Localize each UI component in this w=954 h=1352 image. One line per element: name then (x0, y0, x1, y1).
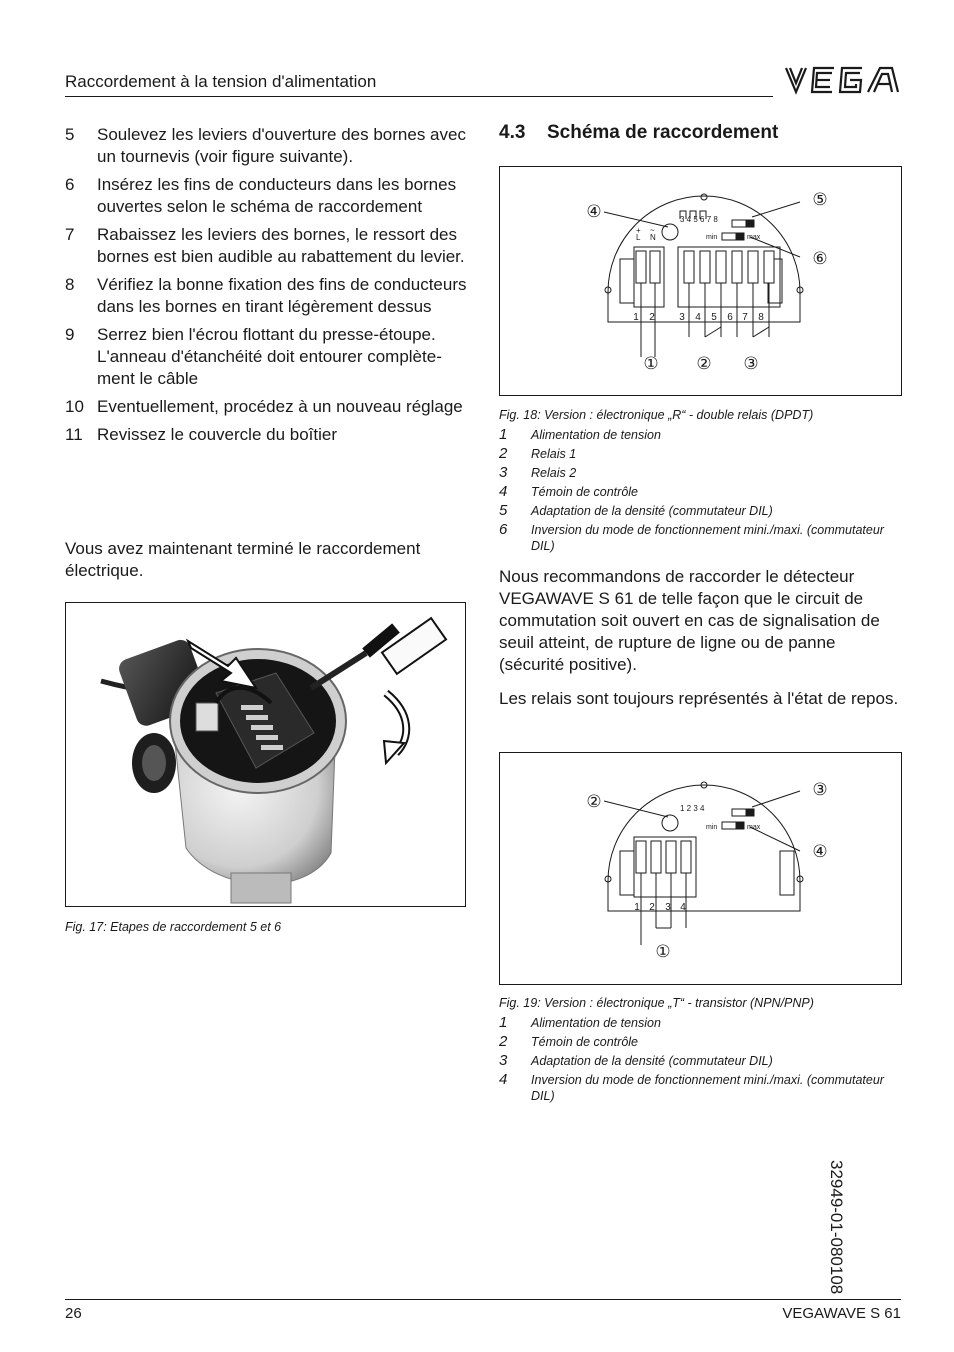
fig18-label-plus: + (636, 226, 641, 235)
legend-item (499, 1015, 902, 1031)
step-number: 8 (65, 275, 75, 294)
fig18-terminal: 3 (679, 312, 685, 323)
section-number: 4.3 (499, 122, 526, 143)
step-item (65, 174, 470, 218)
fig18-label-N: N (650, 233, 656, 242)
fig19-terminal: 4 (680, 902, 686, 913)
vega-logo (782, 62, 902, 98)
fig18-callout-2: ② (696, 354, 712, 373)
legend-text: Alimentation de tension (531, 428, 661, 442)
relay-state-paragraph: Les relais sont toujours représentés à l'état de repos. (499, 689, 899, 708)
legend-number: 4 (499, 483, 508, 500)
legend-text: Témoin de contrôle (531, 1035, 639, 1049)
legend-item (499, 446, 902, 462)
fig19-terminal: 3 (665, 902, 671, 913)
fig18-caption: Fig. 18: Version : électronique „R“ - double relais (DPDT) (499, 408, 814, 422)
step-item (65, 274, 470, 318)
fig18-label-max: max (747, 234, 761, 241)
fig18-callout-3: ③ (743, 354, 759, 373)
legend-number: 6 (499, 521, 508, 538)
legend-text: Inversion du mode de fonctionnement mini./maxi. (commutateur DIL) (531, 523, 884, 553)
footer-rule (65, 1299, 901, 1300)
fig18-terminal: 8 (758, 312, 764, 323)
fig18-terminal: 1 (633, 312, 639, 323)
legend-item (499, 503, 902, 519)
step-number: 5 (65, 125, 75, 144)
fig18-callout-5: ⑤ (812, 190, 828, 209)
fig18-terminal: 7 (742, 312, 748, 323)
step-number: 9 (65, 325, 75, 344)
fig18-terminal: 5 (711, 312, 717, 323)
fig19-callout-4: ④ (812, 842, 828, 861)
fig18-top-digits: 3 4 5 6 7 8 (680, 215, 718, 224)
fig19-caption: Fig. 19: Version : électronique „T“ - transistor (NPN/PNP) (499, 996, 814, 1010)
legend-item (499, 465, 902, 481)
header-rule (65, 96, 773, 97)
page-header-title: Raccordement à la tension d'alimentation (65, 72, 377, 91)
step-text: Rabaissez les leviers des bornes, le ressort des bornes est bien audible au rabattement du levier. (97, 225, 465, 266)
step-item (65, 396, 470, 418)
legend-text: Relais 2 (531, 466, 577, 480)
step-item (65, 224, 470, 268)
fig19-callout-3: ③ (812, 780, 828, 799)
fig19-label-min: min (706, 824, 718, 831)
fig17-caption: Fig. 17: Etapes de raccordement 5 et 6 (65, 920, 282, 934)
legend-text: Témoin de contrôle (531, 485, 639, 499)
legend-item (499, 1034, 902, 1050)
legend-number: 3 (499, 464, 508, 481)
section-title: Schéma de raccordement (547, 122, 779, 143)
step-text: Revissez le couvercle du boîtier (97, 425, 338, 444)
legend-item (499, 427, 902, 443)
fig19-label-max: max (747, 824, 761, 831)
fig18-svg (500, 167, 901, 395)
legend-number: 2 (499, 1033, 508, 1050)
fig18-diagram (499, 166, 902, 396)
fig18-label-min: min (706, 234, 718, 241)
fig18-terminal: 6 (727, 312, 733, 323)
fig19-callout-2: ② (586, 792, 602, 811)
legend-number: 4 (499, 1071, 508, 1088)
legend-number: 2 (499, 445, 508, 462)
step-text: Soulevez les leviers d'ouverture des bornes avec un tournevis (voir figure suivante). (97, 125, 466, 166)
step-text: Serrez bien l'écrou flottant du presse-étoupe. L'anneau d'étanchéité doit entourer complètement le câble (97, 325, 442, 388)
recommendation-paragraph: Nous recommandons de raccorder le détecteur VEGAWAVE S 61 de telle façon que le circuit de commutation soit ouvert en cas de signalisation de seuil atteint, de rupture de ligne ou de panne (sécurité positive). (499, 567, 880, 674)
fig19-callout-1: ① (655, 942, 671, 961)
product-name: VEGAWAVE S 61 (782, 1305, 901, 1322)
fig18-callout-4: ④ (586, 202, 602, 221)
housing-illustration (66, 603, 465, 906)
steps-list (65, 124, 470, 452)
fig19-terminal: 2 (649, 902, 655, 913)
step-text: Insérez les fins de conducteurs dans les bornes ouvertes selon le schéma de raccordement (97, 175, 457, 216)
legend-item (499, 1072, 902, 1104)
legend-item (499, 1053, 902, 1069)
fig19-top-digits: 1 2 3 4 (680, 804, 705, 813)
step-text: Eventuellement, procédez à un nouveau réglage (97, 397, 463, 416)
legend-text: Inversion du mode de fonctionnement mini./maxi. (commutateur DIL) (531, 1073, 884, 1103)
legend-text: Relais 1 (531, 447, 577, 461)
legend-number: 3 (499, 1052, 508, 1069)
connection-photo (65, 602, 466, 907)
fig18-terminal: 4 (695, 312, 701, 323)
closing-text: Vous avez maintenant terminé le raccordement électrique. (65, 539, 421, 580)
fig19-legend (499, 1015, 902, 1107)
page-number: 26 (65, 1305, 82, 1322)
fig18-label-minus: ~ (650, 226, 655, 235)
fig19-diagram (499, 752, 902, 985)
step-number: 10 (65, 397, 84, 416)
legend-text: Alimentation de tension (531, 1016, 661, 1030)
section-heading (499, 122, 778, 144)
legend-number: 1 (499, 1014, 508, 1031)
fig18-callout-1: ① (643, 354, 659, 373)
step-number: 7 (65, 225, 75, 244)
fig19-terminal: 1 (634, 902, 640, 913)
legend-text: Adaptation de la densité (commutateur DIL) (531, 504, 773, 518)
legend-item (499, 522, 902, 554)
step-number: 6 (65, 175, 75, 194)
fig18-legend (499, 427, 902, 557)
step-item (65, 424, 470, 446)
step-item (65, 124, 470, 168)
legend-item (499, 484, 902, 500)
legend-number: 5 (499, 502, 508, 519)
legend-number: 1 (499, 426, 508, 443)
step-item (65, 324, 470, 390)
fig18-callout-6: ⑥ (812, 249, 828, 268)
fig18-terminal: 2 (649, 312, 655, 323)
step-text: Vérifiez la bonne fixation des fins de conducteurs dans les bornes en tirant légèrement dessus (97, 275, 467, 316)
document-number: 32949-01-080108 (827, 1160, 846, 1295)
legend-text: Adaptation de la densité (commutateur DIL) (531, 1054, 773, 1068)
fig19-svg (500, 753, 901, 984)
fig18-label-L: L (636, 233, 641, 242)
step-number: 11 (65, 425, 83, 444)
